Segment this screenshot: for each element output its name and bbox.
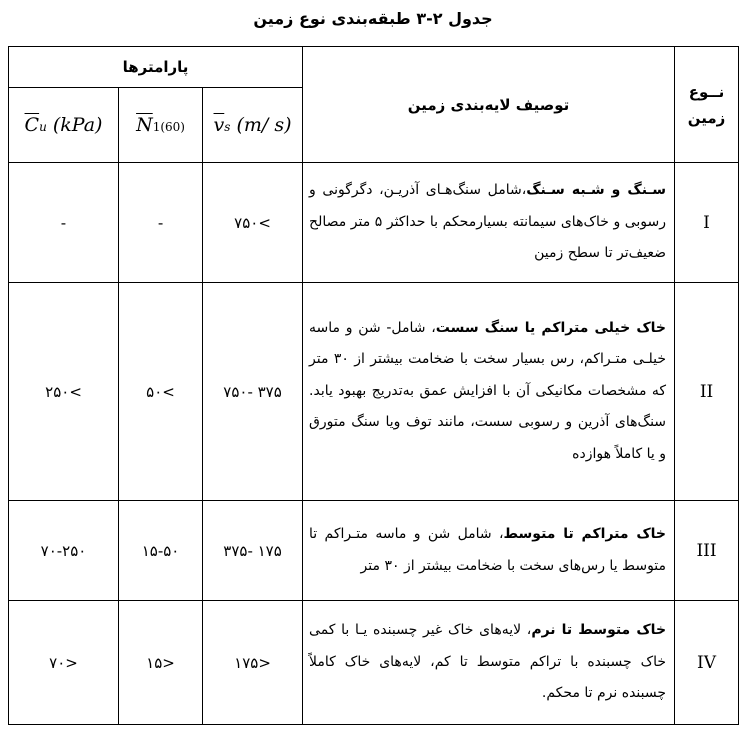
description-cell <box>303 283 675 501</box>
cu-subscript: u <box>39 120 47 134</box>
description-bold: خاک متراکم تا متوسط <box>503 526 667 542</box>
table-row <box>9 163 739 283</box>
n-subscript: 1(60) <box>152 120 185 134</box>
vs-symbol: v <box>213 114 225 136</box>
table-title: جدول ۲-۳ طبقه‌بندی نوع زمین <box>253 9 493 28</box>
description-bold: خاک متوسط تا نرم <box>531 622 667 639</box>
description-text: ، شامل شن و ماسه متـراکم تا متوسط یا رس‌های سخت با ضخامت بیشتر از ۳۰ متر <box>309 526 667 574</box>
cu-value: <۷۰ <box>9 601 119 725</box>
description-text: ، شامل- شن و ماسه خیلـی متـراکم، رس بسیار سخت با ضخامت بیشتر از ۳۰ متر که مشخصات مکانیکی آن با افزایش عمق به‌تدریج بهبود یابد. سنگ‌های آذرین و رسوبی سست، مانند توف ویا سنگ متورق و یا کاملاً هوازده <box>309 319 667 462</box>
vs-unit: (m/ s) <box>236 114 292 136</box>
cu-value: - <box>9 163 119 283</box>
table-row <box>9 283 739 501</box>
header-parameters: پارامترها <box>9 47 303 88</box>
n-value: <۱۵ <box>119 601 203 725</box>
header-n160 <box>119 88 203 163</box>
soil-classification-table <box>8 46 739 725</box>
vs-subscript: s <box>224 120 231 134</box>
header-vs <box>203 88 303 163</box>
vs-value: <۱۷۵ <box>203 601 303 725</box>
table-row <box>9 601 739 725</box>
description-bold: خاک خیلی متراکم یا سنگ سست <box>435 319 667 336</box>
description-text: ،شامل سنگ‌هـای آذریـن، دگرگونی و رسوبی و خاک‌های سیمانته بسیارمحکم با حداکثر ۵ متر مصالح ضعیف‌تر تا سطح زمین <box>309 182 667 262</box>
table-row <box>9 501 739 601</box>
description-cell <box>303 163 675 283</box>
n-value: >۵۰ <box>119 283 203 501</box>
description-text: ، لایه‌های خاک غیر چسبنده یـا با کمی خاک چسبنده با تراکم متوسط تا کم، لایه‌های خاک کاملاً چسبنده نرم تا محکم. <box>309 622 667 702</box>
description-bold: سـنگ و شـبه سـنگ <box>526 182 667 199</box>
header-cu <box>9 88 119 163</box>
vs-value: ۳۷۵ -۷۵۰ <box>203 283 303 501</box>
vs-value: >۷۵۰ <box>203 163 303 283</box>
soil-type-cell: IV <box>675 601 739 725</box>
header-soil-type: نــوع زمین <box>675 47 739 163</box>
cu-value: ۷۰-۲۵۰ <box>9 501 119 601</box>
cu-symbol: C <box>24 114 40 136</box>
description-cell <box>303 501 675 601</box>
n-symbol: N <box>136 114 153 136</box>
soil-type-cell: III <box>675 501 739 601</box>
soil-type-cell: I <box>675 163 739 283</box>
header-description: توصیف لایه‌بندی زمین <box>303 47 675 163</box>
n-value: - <box>119 163 203 283</box>
cu-unit: (kPa) <box>52 114 103 136</box>
vs-value: ۱۷۵ -۳۷۵ <box>203 501 303 601</box>
soil-type-cell: II <box>675 283 739 501</box>
n-value: ۱۵-۵۰ <box>119 501 203 601</box>
description-cell <box>303 601 675 725</box>
cu-value: >۲۵۰ <box>9 283 119 501</box>
